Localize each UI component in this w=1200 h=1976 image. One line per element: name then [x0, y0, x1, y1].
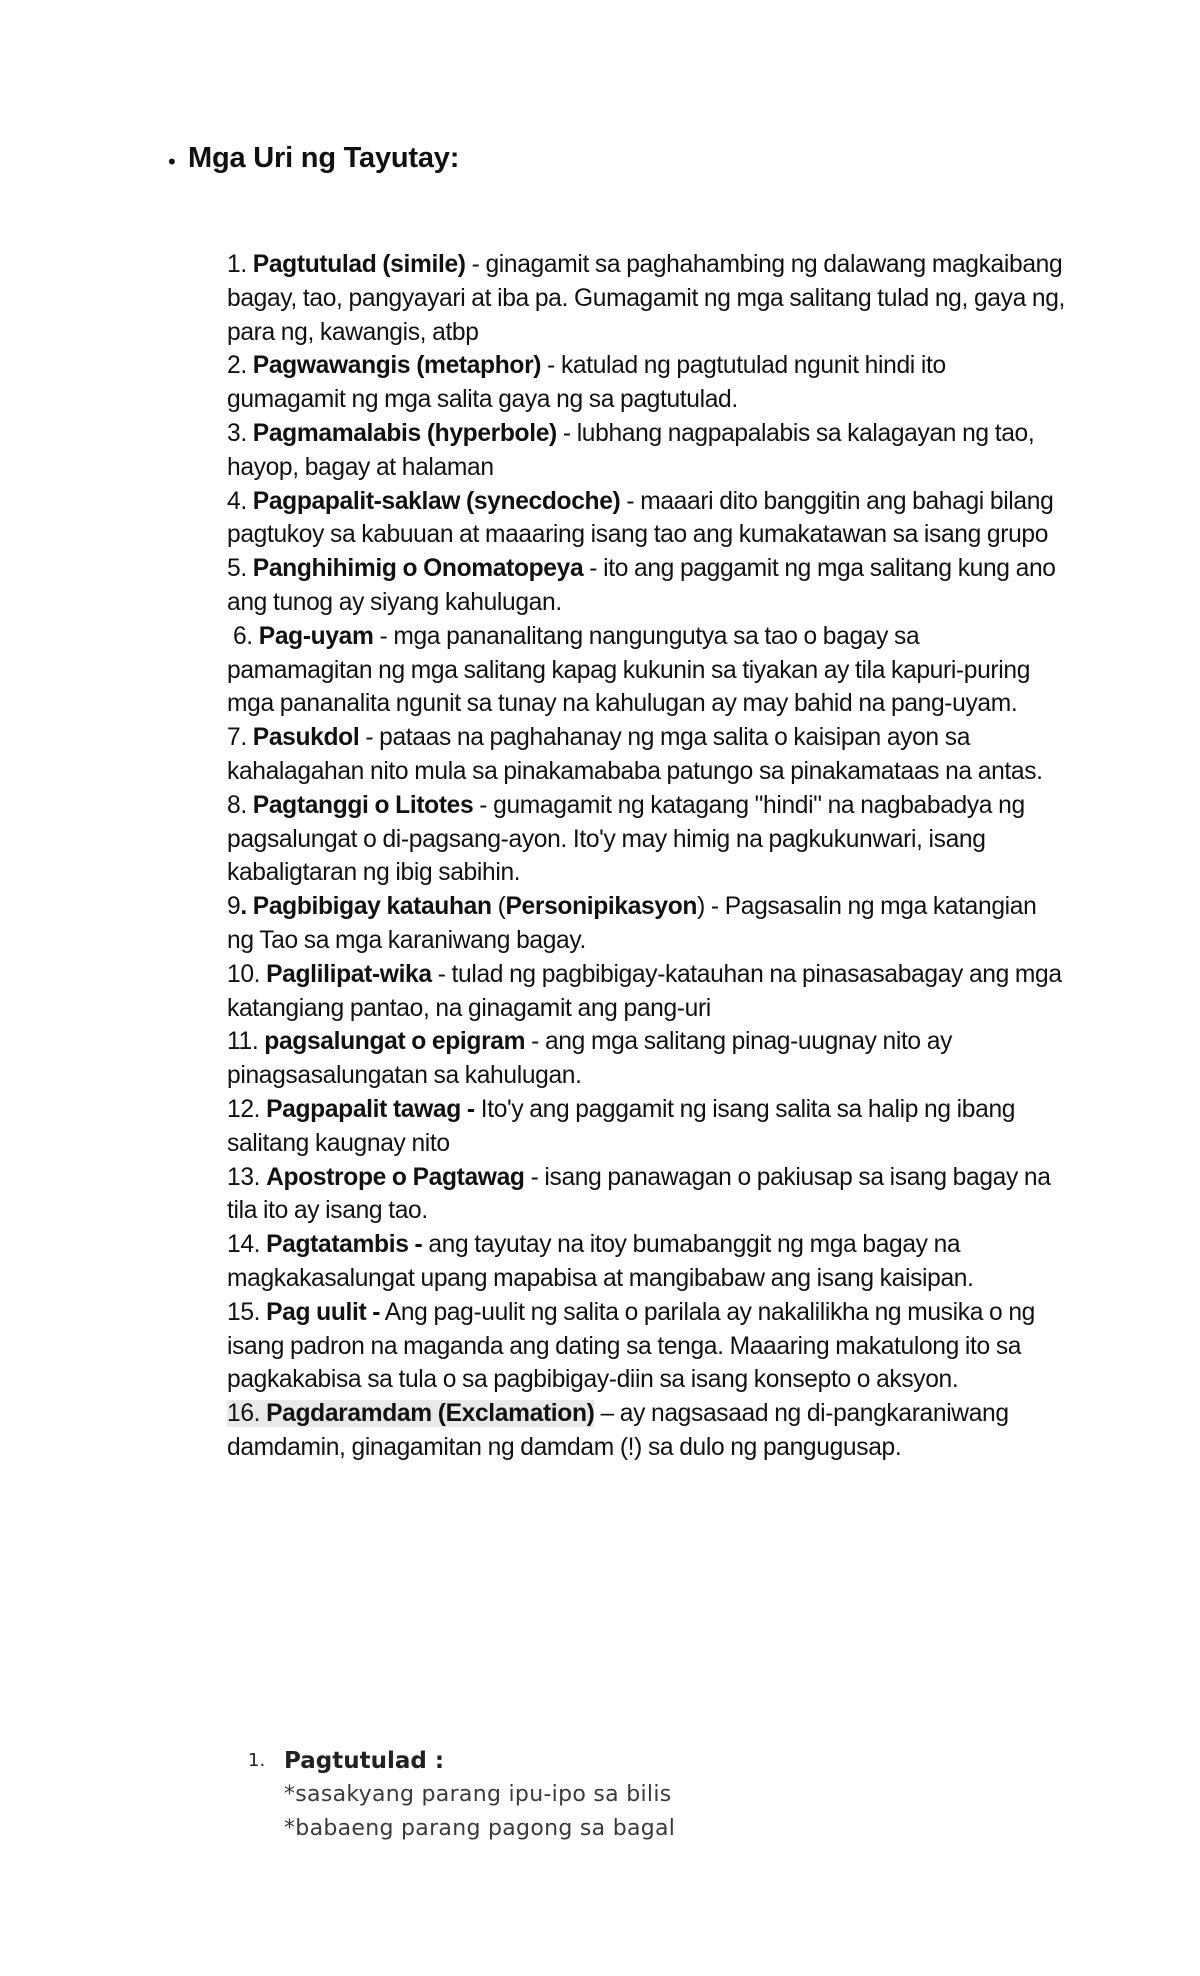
list-item-14: [227, 1228, 1067, 1296]
item-number: 10.: [227, 960, 267, 988]
item-number: 6.: [227, 622, 259, 650]
list-item-3: [227, 417, 1067, 485]
item-description: - pataas na paghahanay ng mga salita o kaisipan ayon sa kahalagahan nito mula sa pinakamababa patungo sa pinakamataas na antas.: [227, 724, 1043, 785]
bullet-icon: •: [168, 149, 176, 174]
item-description: - katulad ng pagtutulad ngunit hindi ito gumagamit ng mga salita gaya ng sa pagtutulad.: [227, 352, 946, 414]
item-term: Pagpapalit tawag -: [266, 1095, 475, 1123]
item-term: Pagtanggi o Litotes: [252, 791, 474, 819]
item-term: pagsalungat o epigram: [264, 1028, 526, 1056]
item-number: 7.: [227, 724, 253, 752]
item-term: . Pagbibigay katauhan: [240, 893, 492, 921]
item-term-separator: (: [491, 893, 506, 921]
item-term: Paglilipat-wika: [266, 960, 432, 988]
list-item-7: [227, 721, 1067, 789]
list-item-10: [227, 958, 1067, 1026]
example-block: [248, 1744, 675, 1846]
item-term: Pagtatambis -: [266, 1231, 423, 1259]
section-heading: [168, 142, 460, 175]
list-item-12: [227, 1093, 1067, 1161]
item-description: ang tayutay na itoy bumabanggit ng mga bagay na magkakasalungat upang mapabisa at mangibabaw ang isang kaisipan.: [227, 1231, 974, 1292]
item-description: - ang mga salitang pinag-uugnay nito ay pinagsasalungatan sa kahulugan.: [227, 1028, 953, 1090]
item-number: 2.: [227, 352, 253, 380]
item-description: - ginagamit sa paghahambing ng dalawang magkaibang bagay, tao, pangyayari at iba pa. Gumagamit ng mga salitang tulad ng, gaya ng, para ng, kawangis, atbp: [227, 251, 1066, 346]
example-line: *babaeng parang pagong sa bagal: [284, 1816, 676, 1841]
example-number: 1.: [248, 1750, 266, 1771]
item-number: 8.: [227, 791, 253, 819]
list-item-1: [227, 248, 1067, 349]
item-description: Ito'y ang paggamit ng isang salita sa halip ng ibang salitang kaugnay nito: [227, 1095, 1016, 1157]
item-number: 1.: [227, 251, 253, 278]
item-description: ) - Pagsasalin ng mga katangian ng Tao sa mga karaniwang bagay.: [227, 893, 1037, 954]
item-term: Pasukdol: [252, 724, 360, 752]
list-item-4: [227, 485, 1067, 553]
item-number: 15.: [227, 1298, 267, 1326]
item-description: - mga pananalitang nangungutya sa tao o bagay sa pamamagitan ng mga salitang kapag kukunin sa tiyakan ay tila kapuri-puring mga pananalita ngunit sa tunay na kahulugan ay may bahid na pang-uyam.: [227, 622, 1037, 718]
item-description: - lubhang nagpapalabis sa kalagayan ng tao, hayop, bagay at halaman: [227, 419, 1035, 481]
item-number: 4.: [227, 487, 253, 515]
item-number: 12.: [227, 1095, 267, 1123]
list-item-13: [227, 1161, 1067, 1229]
item-term: Pag uulit -: [266, 1298, 381, 1326]
item-number: 13.: [227, 1163, 267, 1191]
item-description: - isang panawagan o pakiusap sa isang bagay na tila ito ay isang tao.: [227, 1163, 1051, 1225]
item-term: Panghihimig o Onomatopeya: [252, 555, 584, 583]
list-item-6: [227, 620, 1067, 721]
list-item-5: [227, 552, 1067, 620]
item-term: Pagdaramdam (Exclamation): [266, 1400, 595, 1428]
item-description: Ang pag-uulit ng salita o parilala ay nakalilikha ng musika o ng isang padron na maganda ang dating sa tenga. Maaaring makatulong ito sa pagkakabisa sa tula o sa pagbibigay-diin sa isang konsepto o aksyon.: [227, 1298, 1035, 1394]
example-title: Pagtutulad :: [284, 1748, 445, 1774]
item-description: – ay nagsasaad ng di-pangkaraniwang damdamin, ginagamitan ng damdam (!) sa dulo ng pangugusap.: [227, 1400, 1009, 1461]
heading-title: Mga Uri ng Tayutay:: [188, 142, 460, 174]
item-number: 9: [227, 893, 241, 921]
item-term: Pag-uyam: [258, 622, 374, 650]
item-number: 11.: [227, 1028, 265, 1056]
list-item-8: [227, 789, 1067, 890]
item-term-alt: Personipikasyon: [505, 893, 698, 921]
item-number: 5.: [227, 555, 253, 583]
item-description: - maaari dito banggitin ang bahagi bilang pagtukoy sa kabuuan at maaaring isang tao ang kumakatawan sa isang grupo: [227, 487, 1054, 549]
item-term: Apostrope o Pagtawag: [266, 1163, 525, 1191]
item-number: 16.: [227, 1400, 267, 1428]
list-item-16: [227, 1397, 1067, 1465]
list-item-11: [227, 1025, 1067, 1093]
tayutay-list: [227, 248, 1067, 1465]
list-item-9: [227, 890, 1067, 958]
item-number: 3.: [227, 419, 253, 447]
item-number: 14.: [227, 1231, 267, 1259]
item-term: Pagtutulad (simile): [252, 251, 466, 278]
item-description: - ito ang paggamit ng mga salitang kung ano ang tunog ay siyang kahulugan.: [227, 555, 1056, 616]
highlighted-term: [227, 1400, 594, 1427]
item-term: Pagwawangis (metaphor): [252, 352, 542, 380]
item-description: - tulad ng pagbibigay-katauhan na pinasasabagay ang mga katangiang pantao, na ginagamit ang pang-uri: [227, 960, 1062, 1022]
list-item-15: [227, 1296, 1067, 1397]
item-description: - gumagamit ng katagang "hindi" na nagbabadya ng pagsalungat o di-pagsang-ayon. Ito'y may himig na pagkukunwari, isang kabaligtaran ng ibig sabihin.: [227, 791, 1025, 887]
item-term: Pagpapalit-saklaw (synecdoche): [252, 487, 621, 515]
item-term: Pagmamalabis (hyperbole): [252, 419, 557, 447]
list-item-2: [227, 349, 1067, 417]
example-line: *sasakyang parang ipu-ipo sa bilis: [284, 1782, 672, 1807]
